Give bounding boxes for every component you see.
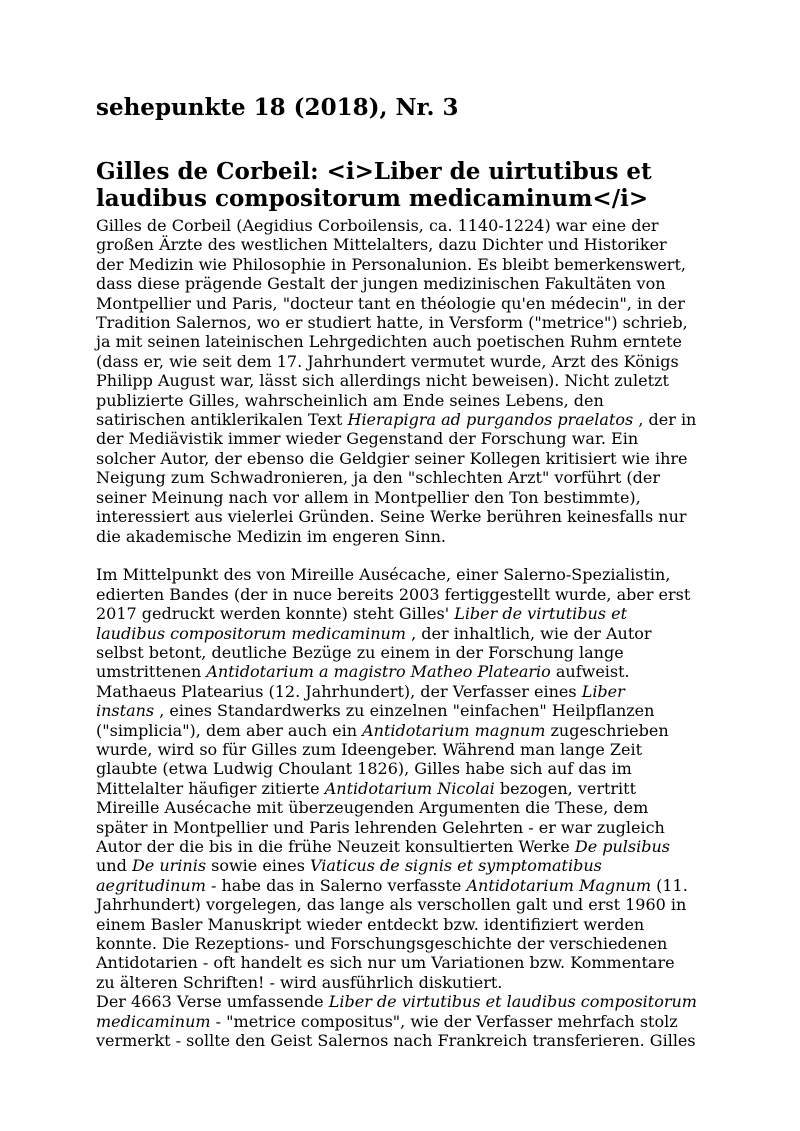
work-title: Antidotarium Nicolai <box>324 778 495 798</box>
work-title: Viaticus de signis et symptomatibus aegritudinum <box>96 856 602 895</box>
work-title: Antidotarium a magistro Matheo Plateario <box>206 662 551 682</box>
paragraph-spacer <box>96 546 708 565</box>
work-title: Liber instans <box>96 681 625 721</box>
paragraph-intro: Gilles de Corbeil (Aegidius Corboilensis, ca. 1140-1224) war eine der großen Ärzte des westlichen Mittelalters, dazu Dichter und Historiker der Medizin wie Philosophie in Personalunion. Es bleibt bemerkenswert, dass diese prägende Gestalt der jungen medizinischen Fakultäten von Montpellier und Paris, "docteur tant en théologie qu'en médecin", in der Tradition Salernos, wo er studiert hatte, in Versform ("metrice") schrieb, ja mit seinen lateinischen Lehrgedichten auch poetischen Ruhm erntete (dass er, wie seit dem 17. Jahrhundert vermutet wurde, Arzt des Königs Philipp August war, lässt sich allerdings nicht beweisen). Nicht zuletzt publizierte Gilles, wahrscheinlich am Ende seines Lebens, den satirischen antiklerikalen Text Hierapigra ad purgandos praelatos , der in der Mediävistik immer wieder Gegenstand der Forschung war. Ein solcher Autor, der ebenso die Geldgier seiner Kollegen kritisiert wie ihre Neigung zum Schwadronieren, ja den "schlechten Arzt" vorführt (der seiner Meinung nach vor allem in Montpellier den Ton bestimmte), interessiert aus vielerlei Gründen. Seine Werke berühren keinesfalls nur die akademische Medizin im engeren Sinn. <box>96 216 697 546</box>
article <box>96 92 708 1050</box>
work-title: De urinis <box>131 856 207 876</box>
work-title: Hierapigra ad purgandos praelatos <box>347 410 634 430</box>
article-title-line-1: Gilles de Corbeil: <i>Liber de uirtutibus et <box>96 158 652 185</box>
work-title: Antidotarium Magnum <box>466 875 652 895</box>
journal-citation: sehepunkte 18 (2018), Nr. 3 <box>96 94 459 121</box>
paragraph-main: Im Mittelpunkt des von Mireille Ausécache, einer Salerno-Spezialistin, edierten Bandes (der in nuce bereits 2003 fertiggestellt wurde, aber erst 2017 gedruckt werden konnte) steht Gilles' Liber de virtutibus et laudibus compositorum medicaminum , der inhaltlich, wie der Autor selbst betont, deutliche Bezüge zu einem in der Forschung lange umstrittenen Antidotarium a magistro Matheo Plateario aufweist. Mathaeus Platearius (12. Jahrhundert), der Verfasser eines Liber instans , eines Standardwerks zu einzelnen "einfachen" Heilpflanzen ("simplicia"), dem aber auch ein Antidotarium magnum zugeschrieben wurde, wird so für Gilles zum Ideengeber. Während man lange Zeit glaubte (etwa Ludwig Choulant 1826), Gilles habe sich auf das im Mittelalter häufiger zitierte Antidotarium Nicolai bezogen, vertritt Mireille Ausécache mit überzeugenden Argumenten die These, dem später in Montpellier und Paris lehrenden Gelehrten - er war zugleich Autor der die bis in die frühe Neuzeit konsultierten Werke De pulsibus und De urinis sowie eines Viaticus de signis et symptomatibus aegritudinum - habe das in Salerno verfasste Antidotarium Magnum (11. Jahrhundert) vorgelegen, das lange als verschollen galt und erst 1960 in einem Basler Manuskript wieder entdeckt bzw. identifiziert werden konnte. Die Rezeptions- und Forschungsgeschichte der verschiedenen Antidotarien - oft handelt es sich nur um Variationen bzw. Kommentare zu älteren Schriften! - wird ausführlich diskutiert. <box>96 565 691 992</box>
work-title: De pulsibus <box>574 836 670 856</box>
work-title: Liber de virtutibus et laudibus compositorum medicaminum <box>96 604 627 643</box>
work-title: Antidotarium magnum <box>362 720 546 740</box>
article-title-line-2: laudibus compositorum medicaminum</i> <box>96 185 649 212</box>
work-title: Liber de virtutibus et laudibus compositorum medicaminum <box>96 992 697 1031</box>
article-title <box>96 158 708 212</box>
paragraph-continued: Der 4663 Verse umfassende Liber de virtutibus et laudibus compositorum medicaminum - "metrice compositus", wie der Verfasser mehrfach stolz vermerkt - sollte den Geist Salernos nach Frankreich transferieren. Gilles <box>96 992 697 1051</box>
